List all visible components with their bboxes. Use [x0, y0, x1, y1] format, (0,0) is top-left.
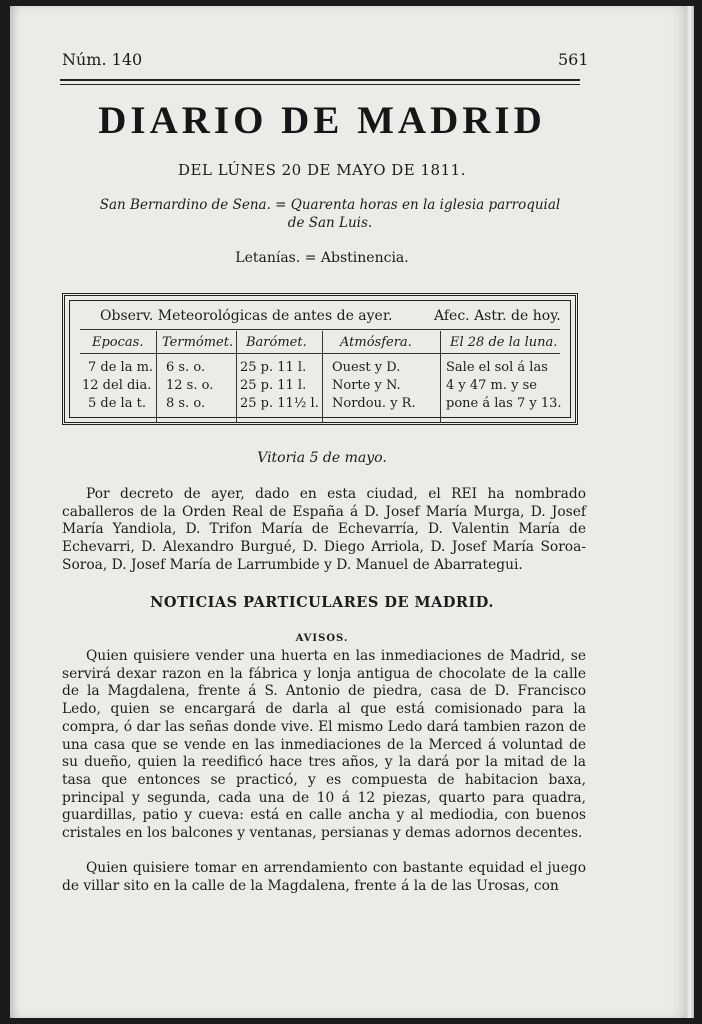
page-number: 561 — [558, 50, 589, 69]
row-epoca: 5 de la t. — [88, 396, 146, 411]
section-subtitle: AVISOS. — [295, 633, 349, 644]
meteo-divider — [80, 329, 560, 330]
meteorological-table — [62, 293, 578, 425]
row-epoca: 7 de la m. — [88, 360, 154, 375]
meteo-title-right: Afec. Astr. de hoy. — [434, 308, 561, 324]
row-termometro: 12 s. o. — [166, 378, 214, 393]
meteo-col-line — [156, 331, 157, 423]
luna-line: 4 y 47 m. y se — [446, 378, 537, 393]
masthead: DIARIO DE MADRID — [98, 99, 546, 142]
header-rule-thin — [60, 84, 580, 85]
row-atmosfera: Ouest y D. — [332, 360, 401, 375]
meteo-title-left: Observ. Meteorológicas de antes de ayer. — [100, 308, 393, 324]
luna-line: pone á las 7 y 13. — [446, 396, 562, 411]
news-place-date: Vitoria 5 de mayo. — [257, 450, 387, 466]
meteo-inner-frame — [69, 300, 571, 418]
dateline: DEL LÚNES 20 DE MAYO DE 1811. — [178, 161, 466, 179]
luna-line: Sale el sol á las — [446, 360, 548, 375]
meteo-col-line — [440, 331, 441, 423]
col-luna: El 28 de la luna. — [450, 335, 558, 350]
section-title: NOTICIAS PARTICULARES DE MADRID. — [150, 594, 494, 611]
row-barometro: 25 p. 11½ l. — [240, 396, 319, 411]
header-rule — [60, 79, 580, 81]
page-edge — [686, 6, 694, 1018]
row-barometro: 25 p. 11 l. — [240, 360, 307, 375]
decree-paragraph: Por decreto de ayer, dado en esta ciudad, el REI ha nombrado caballeros de la Orden Real de España á D. Josef María Murga, D. Josef María Yandiola, D. Trifon María de Echevarría, D. Valentin María de Echevarri, D. Alexandro Burgué, D. Diego Arriola, D. Josef María Soroa-Soroa, D. Josef María de Larrumbide y D. Manuel de Abarrategui. — [62, 486, 586, 573]
row-barometro: 25 p. 11 l. — [240, 378, 307, 393]
row-termometro: 6 s. o. — [166, 360, 206, 375]
row-atmosfera: Norte y N. — [332, 378, 401, 393]
row-atmosfera: Nordou. y R. — [332, 396, 416, 411]
issue-number: Núm. 140 — [62, 50, 143, 69]
row-epoca: 12 del dia. — [82, 378, 152, 393]
col-termometro: Termómet. — [162, 335, 234, 350]
col-epocas: Epocas. — [92, 335, 144, 350]
meteo-header-divider — [80, 353, 560, 354]
saints-of-day: San Bernardino de Sena. = Quarenta horas en la iglesia parroquial de San Luis. — [99, 197, 561, 231]
newspaper-page — [10, 6, 694, 1018]
aviso-paragraph: Quien quisiere vender una huerta en las inmediaciones de Madrid, se servirá dexar razon en la fábrica y lonja antigua de chocolate de la calle de la Magdalena, frente á S. Antonio de piedra, casa de D. Francisco Ledo, quien se encargará de darla al que está comisionado para la compra, ó dar las señas donde vive. El mismo Ledo dará tambien razon de una casa que se vende en las inmediaciones de la Merced á voluntad de su dueño, quien la reedificó hace tres años, y la dará por la mitad de la tasa que entonces se practicó, y es compuesta de habitacion baxa, principal y segunda, cada una de 10 á 12 piezas, quarto para quadra, guardillas, patio y cueva: está en calle ancha y al mediodia, con buenos cristales en los balcones y ventanas, persianas y demas adornos decentes. — [62, 648, 586, 842]
aviso-paragraph: Quien quisiere tomar en arrendamiento con bastante equidad el juego de villar sito en la calle de la Magdalena, frente á la de las Urosas, con — [62, 860, 586, 894]
col-atmosfera: Atmósfera. — [340, 335, 412, 350]
letanias-line: Letanías. = Abstinencia. — [235, 250, 409, 266]
meteo-col-line — [236, 331, 237, 423]
row-termometro: 8 s. o. — [166, 396, 206, 411]
meteo-col-line — [322, 331, 323, 423]
col-barometro: Barómet. — [246, 335, 307, 350]
